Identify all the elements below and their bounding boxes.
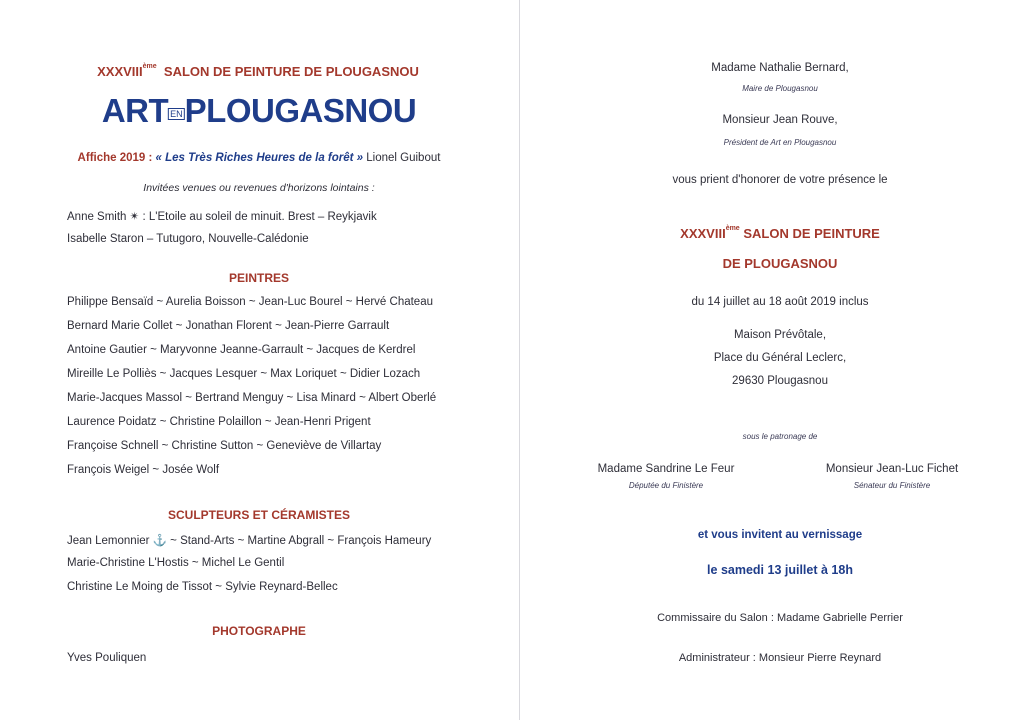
affiche-label: Affiche 2019 :	[77, 152, 153, 164]
logo-en: EN	[170, 108, 183, 119]
peintres-line-5: Marie-Jacques Massol ~ Bertrand Menguy ~ Lisa Minard ~ Albert Oberlé	[67, 392, 437, 404]
guest-line-1: Anne Smith ✴ : L'Etoile au soleil de minuit. Brest – Reykjavik	[67, 211, 377, 223]
exhibition-dates: du 14 juillet au 18 août 2019 inclus	[691, 296, 869, 308]
commissaire-line: Commissaire du Salon : Madame Gabrielle Perrier	[657, 612, 903, 624]
venue-street: Place du Général Leclerc,	[713, 352, 847, 364]
right-salon-title-line1	[680, 226, 880, 241]
sculpteurs-line-2: Marie-Christine L'Hostis ~ Michel Le Gentil	[67, 557, 285, 569]
patronage-text: sous le patronage de	[742, 432, 818, 441]
host1-name: Madame Nathalie Bernard,	[711, 62, 849, 74]
peintres-line-3: Antoine Gautier ~ Maryvonne Jeanne-Garrault ~ Jacques de Kerdrel	[67, 344, 416, 356]
vernissage-date: le samedi 13 juillet à 18h	[707, 563, 853, 577]
patron2-role: Sénateur du Finistère	[853, 481, 931, 490]
patron1-name: Madame Sandrine Le Feur	[597, 463, 735, 475]
page-fold-line	[519, 0, 520, 720]
art-en-plougasnou-logo	[102, 92, 416, 130]
venue-name: Maison Prévôtale,	[733, 329, 827, 341]
sculpteurs-line-3: Christine Le Moing de Tissot ~ Sylvie Reynard-Bellec	[67, 581, 338, 593]
peintres-line-1: Philippe Bensaïd ~ Aurelia Boisson ~ Jean-Luc Bourel ~ Hervé Chateau	[67, 296, 433, 308]
guest-line-2: Isabelle Staron – Tutugoro, Nouvelle-Calédonie	[67, 233, 309, 245]
patron2-name: Monsieur Jean-Luc Fichet	[825, 463, 959, 475]
salon-line1-rest: SALON DE PEINTURE	[743, 226, 880, 241]
salon-sup: ème	[725, 225, 740, 232]
photographe-name: Yves Pouliquen	[67, 652, 147, 664]
peintres-heading: PEINTRES	[228, 271, 290, 285]
peintres-line-8: François Weigel ~ Josée Wolf	[67, 464, 220, 476]
title-sup: ème	[142, 63, 157, 70]
affiche-title: « Les Très Riches Heures de la forêt »	[155, 152, 364, 164]
right-salon-title-line2: DE PLOUGASNOU	[722, 256, 838, 271]
sculpteurs-line-1: Jean Lemonnier ⚓ ~ Stand-Arts ~ Martine Abgrall ~ François Hameury	[67, 535, 432, 547]
sculpteurs-heading: SCULPTEURS ET CÉRAMISTES	[167, 508, 351, 522]
host2-role: Président de Art en Plougasnou	[723, 138, 837, 147]
left-salon-title	[97, 64, 419, 79]
administrateur-line: Administrateur : Monsieur Pierre Reynard	[678, 652, 882, 664]
title-rest: SALON DE PEINTURE DE PLOUGASNOU	[163, 64, 419, 79]
patron1-role: Députée du Finistère	[628, 481, 704, 490]
affiche-artist: Lionel Guibout	[366, 152, 441, 164]
photographe-heading: PHOTOGRAPHE	[212, 624, 306, 638]
guests-intro: Invitées venues ou revenues d'horizons lointains :	[143, 182, 375, 194]
host2-name: Monsieur Jean Rouve,	[722, 114, 838, 126]
logo-art: ART	[101, 92, 169, 129]
peintres-line-4: Mireille Le Polliès ~ Jacques Lesquer ~ Max Loriquet ~ Didier Lozach	[67, 368, 421, 380]
peintres-line-2: Bernard Marie Collet ~ Jonathan Florent ~ Jean-Pierre Garrault	[67, 320, 390, 332]
venue-city: 29630 Plougasnou	[732, 375, 828, 387]
invite-text: vous prient d'honorer de votre présence le	[672, 174, 888, 186]
salon-roman: XXXVIII	[680, 226, 726, 241]
peintres-line-6: Laurence Poidatz ~ Christine Polaillon ~ Jean-Henri Prigent	[67, 416, 371, 428]
host1-role: Maire de Plougasnou	[742, 84, 818, 93]
logo-plougasnou: PLOUGASNOU	[184, 92, 417, 129]
affiche-line	[78, 152, 441, 164]
vernissage-text: et vous invitent au vernissage	[697, 529, 863, 541]
title-roman: XXXVIII	[97, 64, 143, 79]
peintres-line-7: Françoise Schnell ~ Christine Sutton ~ Geneviève de Villartay	[67, 440, 382, 452]
